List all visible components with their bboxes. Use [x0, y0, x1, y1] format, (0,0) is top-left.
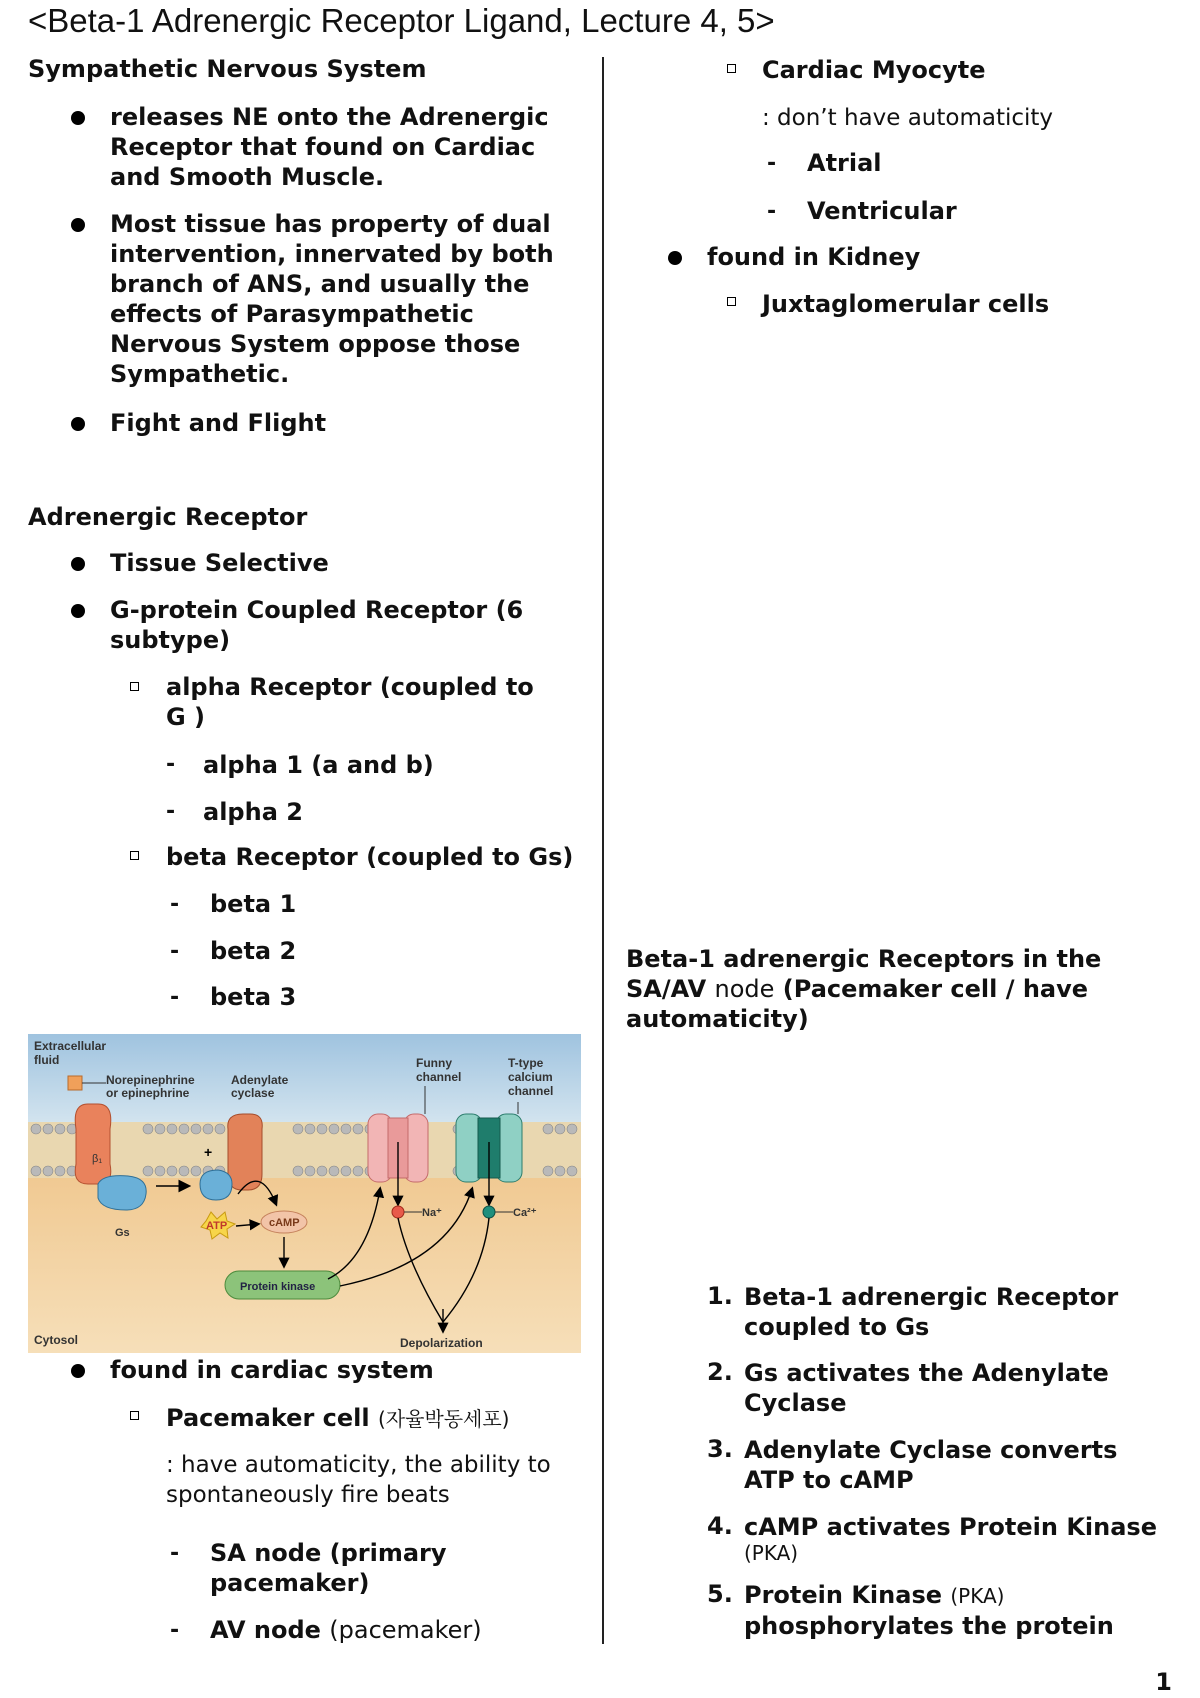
norepinephrine-label: Norepinephrine or epinephrine: [106, 1073, 195, 1100]
plus-sign: +: [204, 1144, 213, 1160]
step-4-line1: cAMP activates Protein Kinase: [744, 1513, 1157, 1541]
beta-item-2: beta 2: [210, 937, 297, 965]
na-ion-icon: [392, 1206, 404, 1218]
step-number: 5.: [707, 1580, 733, 1608]
ttype-channel-label: T-type calcium channel: [508, 1056, 554, 1098]
beta-item-3: beta 3: [210, 983, 297, 1011]
beta1-receptor-icon: [75, 1104, 111, 1184]
dash-icon: -: [170, 892, 180, 917]
page-number: 1: [1155, 1668, 1172, 1696]
node-label: node: [714, 975, 775, 1003]
cardiac-myocyte: Cardiac Myocyte: [762, 56, 986, 84]
dash-icon: -: [166, 752, 176, 777]
step-2-line1: Gs activates the Adenylate: [744, 1359, 1109, 1387]
step-5: [744, 1580, 1114, 1641]
step-number: 1.: [707, 1282, 733, 1310]
cytosol-label: Cytosol: [34, 1333, 79, 1347]
kidney-bullet: found in Kidney: [707, 243, 921, 271]
step-1-line1: Beta-1 adrenergic Receptor: [744, 1283, 1119, 1311]
step-5-pka: (PKA): [950, 1584, 1005, 1608]
alpha-item-2: alpha 2: [203, 798, 303, 826]
ar-heading: Adrenergic Receptor: [28, 503, 308, 531]
sns-heading: Sympathetic Nervous System: [28, 55, 427, 83]
norepinephrine-icon: [68, 1076, 82, 1090]
dash-icon: -: [170, 939, 180, 964]
no-automaticity: : don’t have automaticity: [762, 105, 1054, 131]
square-bullet-icon: [727, 64, 736, 73]
sns-bullet-3: Fight and Flight: [110, 409, 327, 437]
bullet-icon: [668, 251, 682, 265]
na-label: Na⁺: [422, 1207, 442, 1219]
beta-receptor: beta Receptor (coupled to Gs): [166, 843, 574, 871]
bullet-icon: [71, 111, 85, 125]
pacemaker-description: : have automaticity, the ability to spontaneously fire beats: [166, 1452, 551, 1508]
sa-av-heading: [626, 944, 1186, 1034]
sa-av-heading-line2: [626, 974, 1186, 1004]
step-2: [744, 1358, 1109, 1418]
bullet-icon: [71, 417, 85, 431]
dash-icon: -: [166, 799, 176, 824]
square-bullet-icon: [130, 1411, 139, 1420]
pacemaker-label: Pacemaker cell: [166, 1404, 370, 1432]
beta-item-1: beta 1: [210, 890, 297, 918]
adenylate-cyclase-label: Adenylate cyclase: [231, 1073, 289, 1100]
dash-icon: -: [170, 1618, 180, 1643]
step-4: [744, 1512, 1157, 1564]
sns-bullet-1: releases NE onto the Adrenergic Receptor that found on Cardiac and Smooth Muscle.: [110, 103, 549, 191]
alpha-item-1: alpha 1 (a and b): [203, 751, 434, 779]
square-bullet-icon: [727, 297, 736, 306]
svg-text:β₁: β₁: [92, 1153, 103, 1165]
gs-protein-icon: [98, 1176, 146, 1210]
dash-icon: -: [170, 1541, 180, 1566]
step-number: 3.: [707, 1435, 733, 1463]
dash-icon: -: [767, 151, 777, 176]
dash-icon: -: [170, 985, 180, 1010]
step-2-line2: Cyclase: [744, 1389, 847, 1417]
av-node-pacemaker: (pacemaker): [329, 1616, 482, 1644]
step-1-line2: coupled to Gs: [744, 1313, 930, 1341]
sa-node: SA node (primary pacemaker): [210, 1539, 447, 1597]
funny-channel-label: Funny channel: [416, 1056, 462, 1084]
step-5-line2: phosphorylates the protein: [744, 1612, 1114, 1640]
step-3-line1: Adenylate Cyclase converts: [744, 1436, 1118, 1464]
square-bullet-icon: [130, 851, 139, 860]
ca-label: Ca²⁺: [513, 1207, 537, 1219]
ar-bullet-2: G-protein Coupled Receptor (6 subtype): [110, 596, 524, 654]
step-3-line2: ATP to cAMP: [744, 1466, 914, 1494]
step-5-line1: [744, 1580, 1114, 1611]
alpha-receptor: alpha Receptor (coupled to G ): [166, 673, 534, 731]
ca-ion-icon: [483, 1206, 495, 1218]
sa-av-label: SA/AV: [626, 975, 707, 1003]
protein-kinase-label: Protein kinase: [240, 1281, 316, 1293]
jg-cells: Juxtaglomerular cells: [762, 290, 1050, 318]
step-number: 2.: [707, 1358, 733, 1386]
pacemaker-cell: [166, 1403, 509, 1434]
gs-label: Gs: [115, 1227, 130, 1239]
cardiac-bullet: found in cardiac system: [110, 1356, 434, 1384]
sa-av-heading-line3: automaticity): [626, 1005, 809, 1033]
sa-av-heading-line1: Beta-1 adrenergic Receptors in the: [626, 945, 1102, 973]
atp-label: ATP: [206, 1220, 228, 1232]
av-node-label: AV node: [210, 1616, 321, 1644]
depolarization-label: Depolarization: [400, 1336, 483, 1350]
bullet-icon: [71, 604, 85, 618]
step-1: [744, 1282, 1118, 1342]
bullet-icon: [71, 557, 85, 571]
page-title: <Beta-1 Adrenergic Receptor Ligand, Lecture 4, 5>: [28, 2, 775, 39]
step-3: [744, 1435, 1117, 1495]
square-bullet-icon: [130, 682, 139, 691]
sns-bullet-2: Most tissue has property of dual intervention, innervated by both branch of ANS, and usually the effects of Parasympathetic Nervous System oppose those Sympathetic.: [110, 210, 554, 388]
column-divider: [602, 57, 604, 1644]
step-5-protein-kinase: Protein Kinase: [744, 1581, 942, 1609]
ar-bullet-1: Tissue Selective: [110, 549, 329, 577]
pacemaker-korean: (자율박동세포): [377, 1407, 510, 1431]
extracellular-label: Extracellular fluid: [34, 1039, 107, 1067]
bullet-icon: [71, 218, 85, 232]
myocyte-ventricular: Ventricular: [807, 197, 957, 225]
dash-icon: -: [767, 199, 777, 224]
camp-label: cAMP: [269, 1217, 300, 1229]
av-node: [210, 1615, 482, 1645]
bullet-icon: [71, 1364, 85, 1378]
myocyte-atrial: Atrial: [807, 149, 882, 177]
step-4-line2: (PKA): [744, 1541, 799, 1565]
beta1-signaling-diagram: [28, 1034, 581, 1353]
pacemaker-paren: (Pacemaker cell / have: [782, 975, 1089, 1003]
step-number: 4.: [707, 1512, 733, 1540]
